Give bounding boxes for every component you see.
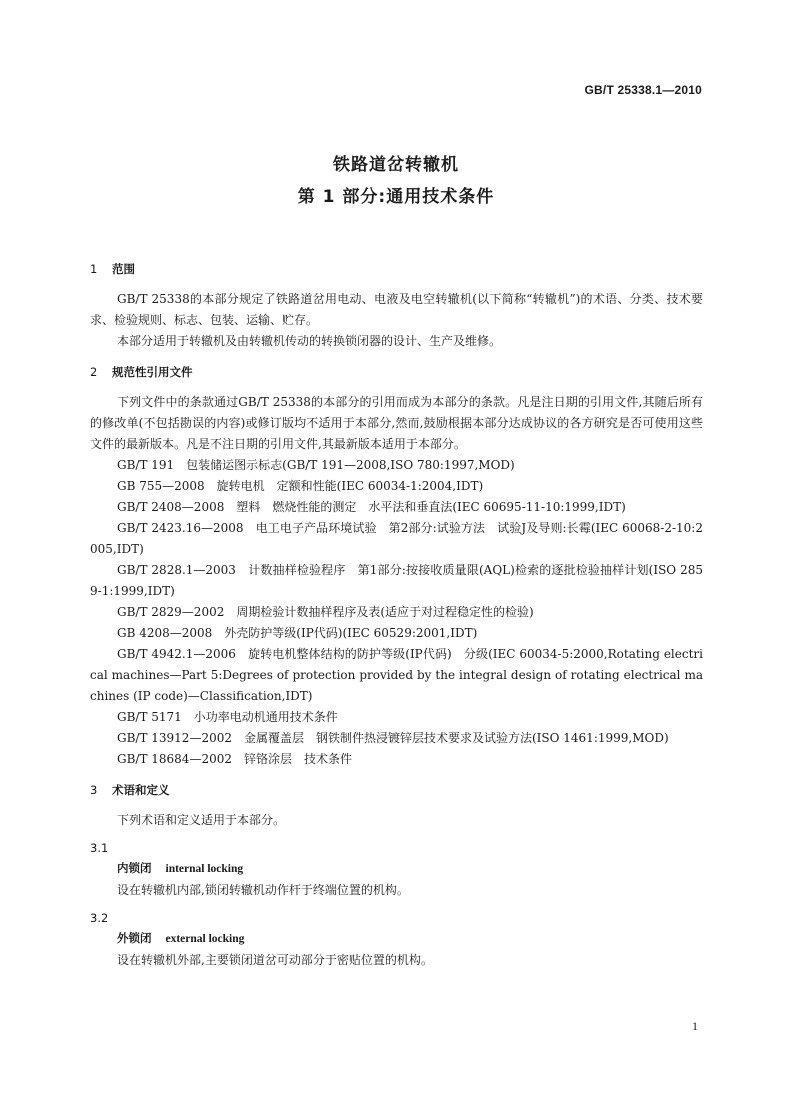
- term-zh: 内锁闭: [117, 861, 152, 875]
- term-zh: 外锁闭: [117, 931, 152, 945]
- reference-item: GB/T 18684—2002 锌铬涂层 技术条件: [117, 752, 352, 766]
- reference-item: GB/T 4942.1—2006 旋转电机整体结构的防护等级(IP代码) 分级(IEC 60034-5:2000,Rotating electrical machines—Part 5:Degrees of protection provided by the integral design of rotating electrical machines (IP code)—Classification,IDT): [90, 647, 703, 703]
- section-title: 规范性引用文件: [112, 365, 193, 379]
- reference-item: GB/T 13912—2002 金属覆盖层 钢铁制件热浸镀锌层技术要求及试验方法(ISO 1461:1999,MOD): [117, 731, 669, 745]
- term-en: external locking: [165, 933, 245, 945]
- title-line-2: 第 1 部分:通用技术条件: [297, 187, 495, 207]
- section-number: 1: [90, 262, 98, 276]
- reference-item: GB/T 2408—2008 塑料 燃烧性能的测定 水平法和垂直法(IEC 60695-11-10:1999,IDT): [117, 500, 626, 514]
- term-en: internal locking: [165, 863, 244, 875]
- page-number: 1: [692, 1019, 698, 1033]
- references-intro: 下列文件中的条款通过GB/T 25338的本部分的引用而成为本部分的条款。凡是注日期的引用文件,其随后所有的修改单(不包括勘误的内容)或修订版均不适用于本部分,然而,鼓励根据本部分达成协议的各方研究是否可使用这些文件的最新版本。凡是不注日期的引用文件,其最新版本适用于本部分。: [90, 395, 703, 451]
- reference-item: GB 4208—2008 外壳防护等级(IP代码)(IEC 60529:2001,IDT): [117, 626, 478, 640]
- term-name: [90, 858, 703, 880]
- document-title: [0, 152, 792, 210]
- standard-code: GB/T 25338.1—2010: [584, 83, 702, 97]
- scope-paragraph-1: GB/T 25338的本部分规定了铁路道岔用电动、电液及电空转辙机(以下简称“转辙机”)的术语、分类、技术要求、检验规则、标志、包装、运输、贮存。: [90, 292, 703, 327]
- section-heading-terms: [90, 780, 703, 800]
- section-title: 范围: [112, 262, 135, 276]
- section-number: 2: [90, 365, 98, 379]
- reference-item: GB/T 191 包装储运图示标志(GB/T 191—2008,ISO 780:1997,MOD): [117, 458, 515, 472]
- document-body: [90, 259, 703, 971]
- reference-item: GB/T 2828.1—2003 计数抽样检验程序 第1部分:按接收质量限(AQL)检索的逐批检验抽样计划(ISO 2859-1:1999,IDT): [90, 563, 703, 598]
- section-title: 术语和定义: [112, 783, 170, 797]
- reference-item: GB/T 5171 小功率电动机通用技术条件: [117, 710, 338, 724]
- term-definition: 设在转辙机外部,主要锁闭道岔可动部分于密贴位置的机构。: [117, 953, 433, 967]
- reference-item: GB/T 2423.16—2008 电工电子产品环境试验 第2部分:试验方法 试验J及导则:长霉(IEC 60068-2-10:2005,IDT): [90, 521, 703, 556]
- scope-paragraph-2: 本部分适用于转辙机及由转辙机传动的转换锁闭器的设计、生产及维修。: [117, 334, 502, 348]
- term-name: [90, 928, 703, 950]
- reference-item: GB/T 2829—2002 周期检验计数抽样程序及表(适应于对过程稳定性的检验): [117, 605, 534, 619]
- term-number: 3.1: [90, 841, 109, 855]
- term-number: 3.2: [90, 911, 109, 925]
- section-number: 3: [90, 783, 98, 797]
- section-heading-normative-references: [90, 362, 703, 382]
- section-heading-scope: [90, 259, 703, 279]
- term-definition: 设在转辙机内部,锁闭转辙机动作杆于终端位置的机构。: [117, 883, 409, 897]
- title-line-1: 铁路道岔转辙机: [333, 155, 459, 175]
- terms-intro: 下列术语和定义适用于本部分。: [117, 813, 286, 827]
- reference-item: GB 755—2008 旋转电机 定额和性能(IEC 60034-1:2004,IDT): [117, 479, 484, 493]
